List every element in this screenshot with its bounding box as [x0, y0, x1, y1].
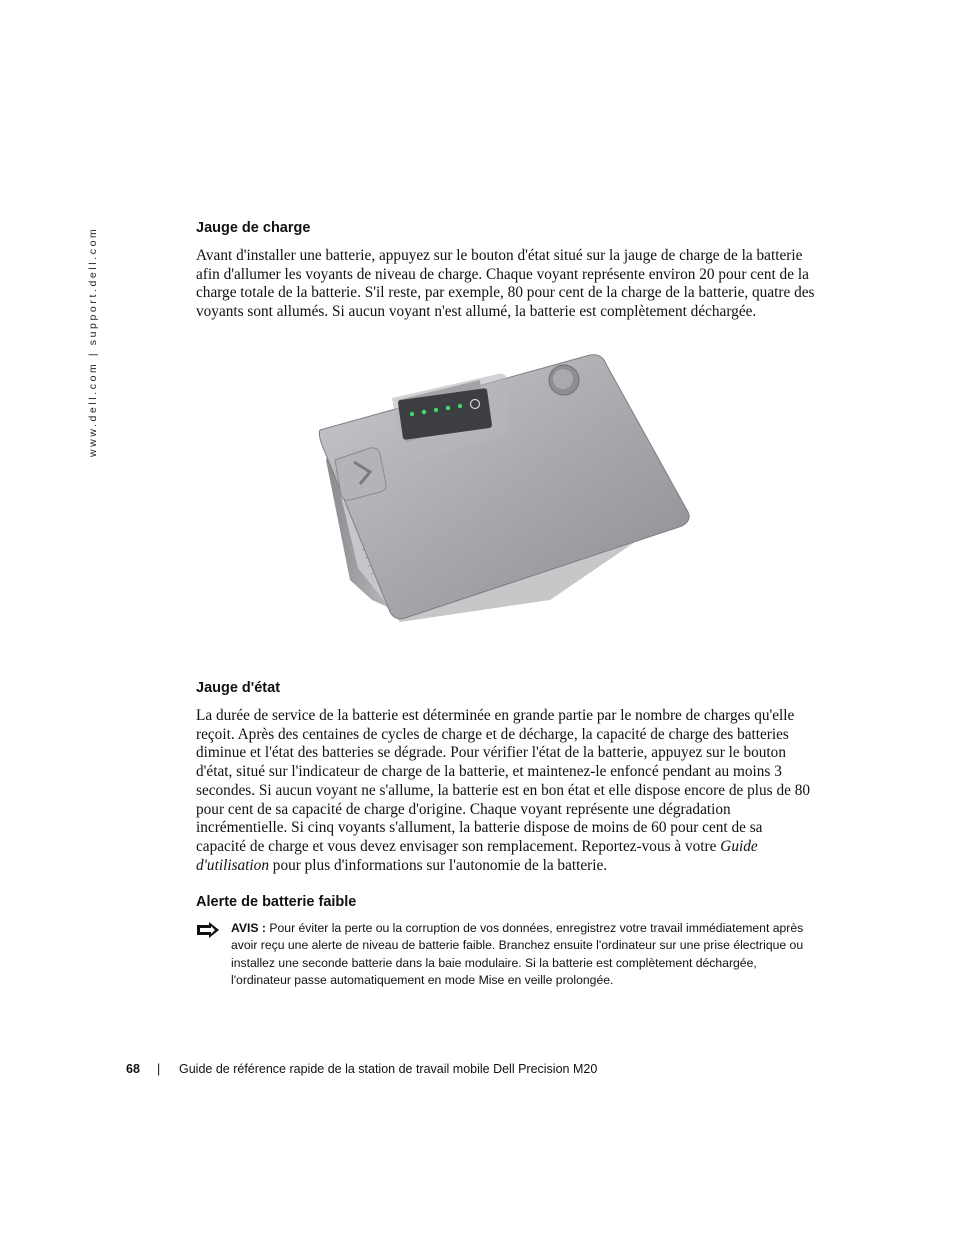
notice-body: Pour éviter la perte ou la corruption de vos données, enregistrez votre travail immédiatement après avoir reçu une alerte de niveau de batterie faible. Branchez ensuite l'ordinateur sur une prise électrique ou installez une seconde batterie dans la baie modulaire. Si la batterie est complètement déchargée, l'ordinateur passe automatiquement en mode Mise en veille prolongée. — [231, 921, 804, 987]
heading-jauge-d-etat: Jauge d'état — [196, 680, 281, 696]
page-number: 68 — [126, 1062, 140, 1076]
footer-title: Guide de référence rapide de la station de travail mobile Dell Precision M20 — [179, 1062, 598, 1076]
notice-label: AVIS : — [231, 921, 266, 935]
footer-separator: | — [157, 1062, 161, 1076]
guide-utilisation-title: Guide d'utilisation — [196, 837, 758, 874]
page-footer — [126, 1062, 826, 1082]
notice-text — [231, 920, 806, 989]
notice-arrow-icon — [196, 922, 220, 938]
battery-illustration — [310, 350, 695, 635]
heading-alerte-batterie-faible: Alerte de batterie faible — [196, 894, 357, 910]
paragraph-jauge-d-etat — [196, 707, 816, 875]
paragraph-jauge-d-etat-part1: La durée de service de la batterie est déterminée en grande partie par le nombre de charges qu'elle reçoit. Après des centaines de cycles de charge et de décharge, la capacité de charge des batteries diminue et l'état des batteries se dégrade. Pour vérifier l'état de la batterie, appuyez sur le bouton d'état, situé sur l'indicateur de charge de la batterie, et maintenez-le enfoncé pendant au moins 3 secondes. Si aucun voyant ne s'allume, la batterie est en bon état et elle dispose encore de plus de 80 pour cent de sa capacité de charge d'origine. Chaque voyant représente une dégradation incrémentielle. Si cinq voyants s'allument, la batterie dispose de moins de 60 pour cent de sa capacité de charge et vous devez envisager son remplacement. Reportez-vous à votre — [196, 707, 811, 855]
notice-block — [196, 920, 816, 1000]
heading-jauge-de-charge: Jauge de charge — [196, 220, 311, 236]
paragraph-jauge-d-etat-part2: pour plus d'informations sur l'autonomie de la batterie. — [268, 856, 608, 874]
sidebar-url: www.dell.com | support.dell.com — [87, 226, 99, 458]
paragraph-jauge-de-charge: Avant d'installer une batterie, appuyez sur le bouton d'état situé sur la jauge de charge de la batterie afin d'allumer les voyants de niveau de charge. Chaque voyant représente environ 20 pour cent de la charge totale de la batterie. S'il reste, par exemple, 80 pour cent de la charge de la batterie, quatre des voyants sont allumés. Si aucun voyant n'est allumé, la batterie est complètement déchargée. — [196, 247, 815, 321]
